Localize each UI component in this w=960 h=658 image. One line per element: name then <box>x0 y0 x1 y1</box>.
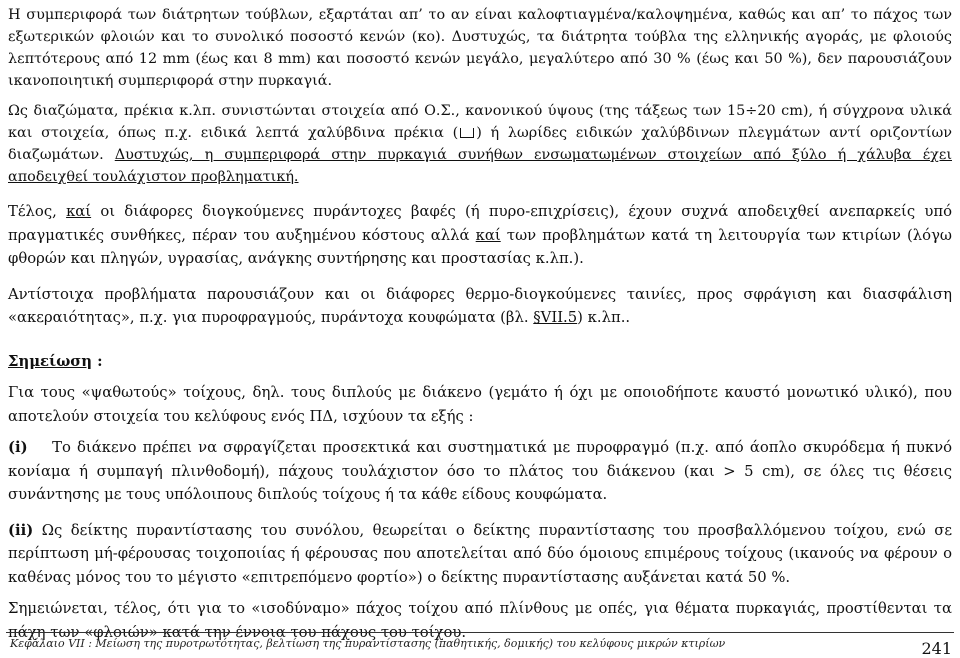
paragraph-intumescent-paints <box>8 200 952 271</box>
paragraph-intumescent-tapes <box>8 283 952 330</box>
note-heading: Σημείωση <box>8 352 92 370</box>
page-footer <box>6 632 954 658</box>
list-item-ii <box>8 519 952 590</box>
page-number: 241 <box>921 639 952 658</box>
document-body <box>8 4 952 644</box>
list-text-i: Το διάκενο πρέπει να σφραγίζεται προσεκτικά και συστηματικά με πυροφραγμό (π.χ. από άοπλο σκυρόδεμα ή πυκνό κονίαμα ή συμπαγή πλινθοδομή), πάχους τουλάχιστον όσο το πλάτος του διάκενου (και > 5 cm), σε όλες τις θέσεις συνάντησης με τους υπόλοιπους διπλούς τοίχους ή τα κάθε είδους κουφώματα. <box>8 439 952 503</box>
paragraph-cavity-walls: Για τους «ψαθωτούς» τοίχους, δηλ. τους διπλούς με διάκενο (γεμάτο ή όχι με οποιοδήποτε καυστό μονωτικό υλικό), που αποτελούν στοιχεία του κελύφους ενός ΠΔ, ισχύουν τα εξής : <box>8 384 952 425</box>
tapes-text-b: ) κ.λπ.. <box>577 309 631 326</box>
lintels-text-1: Ως διαζώματα, πρέκια κ.λπ. συνιστώνται στοιχεία από Ο.Σ., κανονικού ύψους (της τάξεως των 15÷20 cm), ή σύγχρονα υλικά και στοιχεία, όπως π.χ. ειδικά λεπτά χαλύβδινα πρέκια ( <box>8 103 952 141</box>
lintels-underlined-warning: Δυστυχώς, η συμπεριφορά στην πυρκαγιά συνήθων ενσωματωμένων στοιχείων από ξύλο ή χάλυβα έχει αποδειχθεί τουλάχιστον προβληματική. <box>8 147 952 185</box>
list-label-ii: (ii) <box>8 521 34 539</box>
lintels-text-2: ) ή λωρίδες ειδικών χαλύβδινων πλεγμάτων αντί οριζοντίων διαζωμάτων. <box>8 125 952 163</box>
paints-kai-2: καί <box>475 226 501 244</box>
footer-chapter-title: Κεφάλαιο VII : Μείωση της πυροτρωτότητας, βελτίωση της πυραντίστασης (παθητικής, δομικής) του κελύφους μικρών κτιρίων <box>10 637 726 650</box>
tapes-text-a: Αντίστοιχα προβλήματα παρουσιάζουν και οι διάφορες θερμο-διογκούμενες ταινίες, προς σφράγιση και διασφάλιση «ακεραιότητας», π.χ. για πυροφραγμούς, πυράντοχα κουφώματα (βλ. <box>8 285 952 326</box>
note-colon: : <box>91 352 103 370</box>
note-heading-line <box>8 350 952 374</box>
paragraph-lintels <box>8 100 952 188</box>
section-reference-link[interactable]: §VII.5 <box>533 309 578 326</box>
paragraph-perforated-bricks: Η συμπεριφορά των διάτρητων τούβλων, εξαρτάται απ’ το αν είναι καλοφτιαγμένα/καλοψημένα, καθώς και απ’ το πάχος των εξωτερικών φλοιών και το συνολικό ποσοστό κενών (κο). Δυστυχώς, τα διάτρητα τούβλα της ελληνικής αγοράς, με φλοιούς λεπτότερους από 12 mm (έως και 8 mm) και ποσοστό κενών μεγάλο, μεγαλύτερο από 30 % (έως και 50 %), δεν παρουσιάζουν ικανοποιητική συμπεριφορά στην πυρκαγιά. <box>8 7 952 89</box>
list-label-i: (i) <box>8 439 28 456</box>
steel-lintel-symbol-icon <box>460 128 474 138</box>
paints-text-c: των προβλημάτων κατά τη λειτουργία των κτιρίων (λόγω φθορών και πληγών, υγρασίας, ανάγκης συντήρησης και προστασίας κ.λπ.). <box>8 226 952 267</box>
list-item-i <box>8 436 952 507</box>
list-text-ii: Ως δείκτης πυραντίστασης του συνόλου, θεωρείται ο δείκτης πυραντίστασης του προσβαλλόμενου τοίχου, ενώ σε περίπτωση μή-φέρουσας τοιχοποιίας ή φέρουσας που αποτελείται από δύο όμοιους επιμέρους τοίχους (ικανούς να φέρουν ο καθένας μόνος του το μέγιστο «επιτρεπόμενο φορτίο») ο δείκτης πυραντίστασης αυξάνεται κατά 50 %. <box>8 521 952 586</box>
paints-text-a: Τέλος, <box>8 203 67 220</box>
paragraph-equivalent-thickness: Σημειώνεται, τέλος, ότι για το «ισοδύναμο» πάχος τοίχου από πλίνθους με οπές, για θέματα πυρκαγιάς, προστίθενται τα πάχη των «φλοιών» κατά την έννοια του πάχους του τοίχου. <box>8 600 952 641</box>
paints-text-b: οι διάφορες διογκούμενες πυράντοχες βαφές (ή πυρο-επιχρίσεις), έχουν συχνά αποδειχθεί ανεπαρκείς υπό πραγματικές συνθήκες, πέραν του αυξημένου κόστους αλλά <box>8 203 952 244</box>
paints-kai-1: καί <box>66 203 92 220</box>
